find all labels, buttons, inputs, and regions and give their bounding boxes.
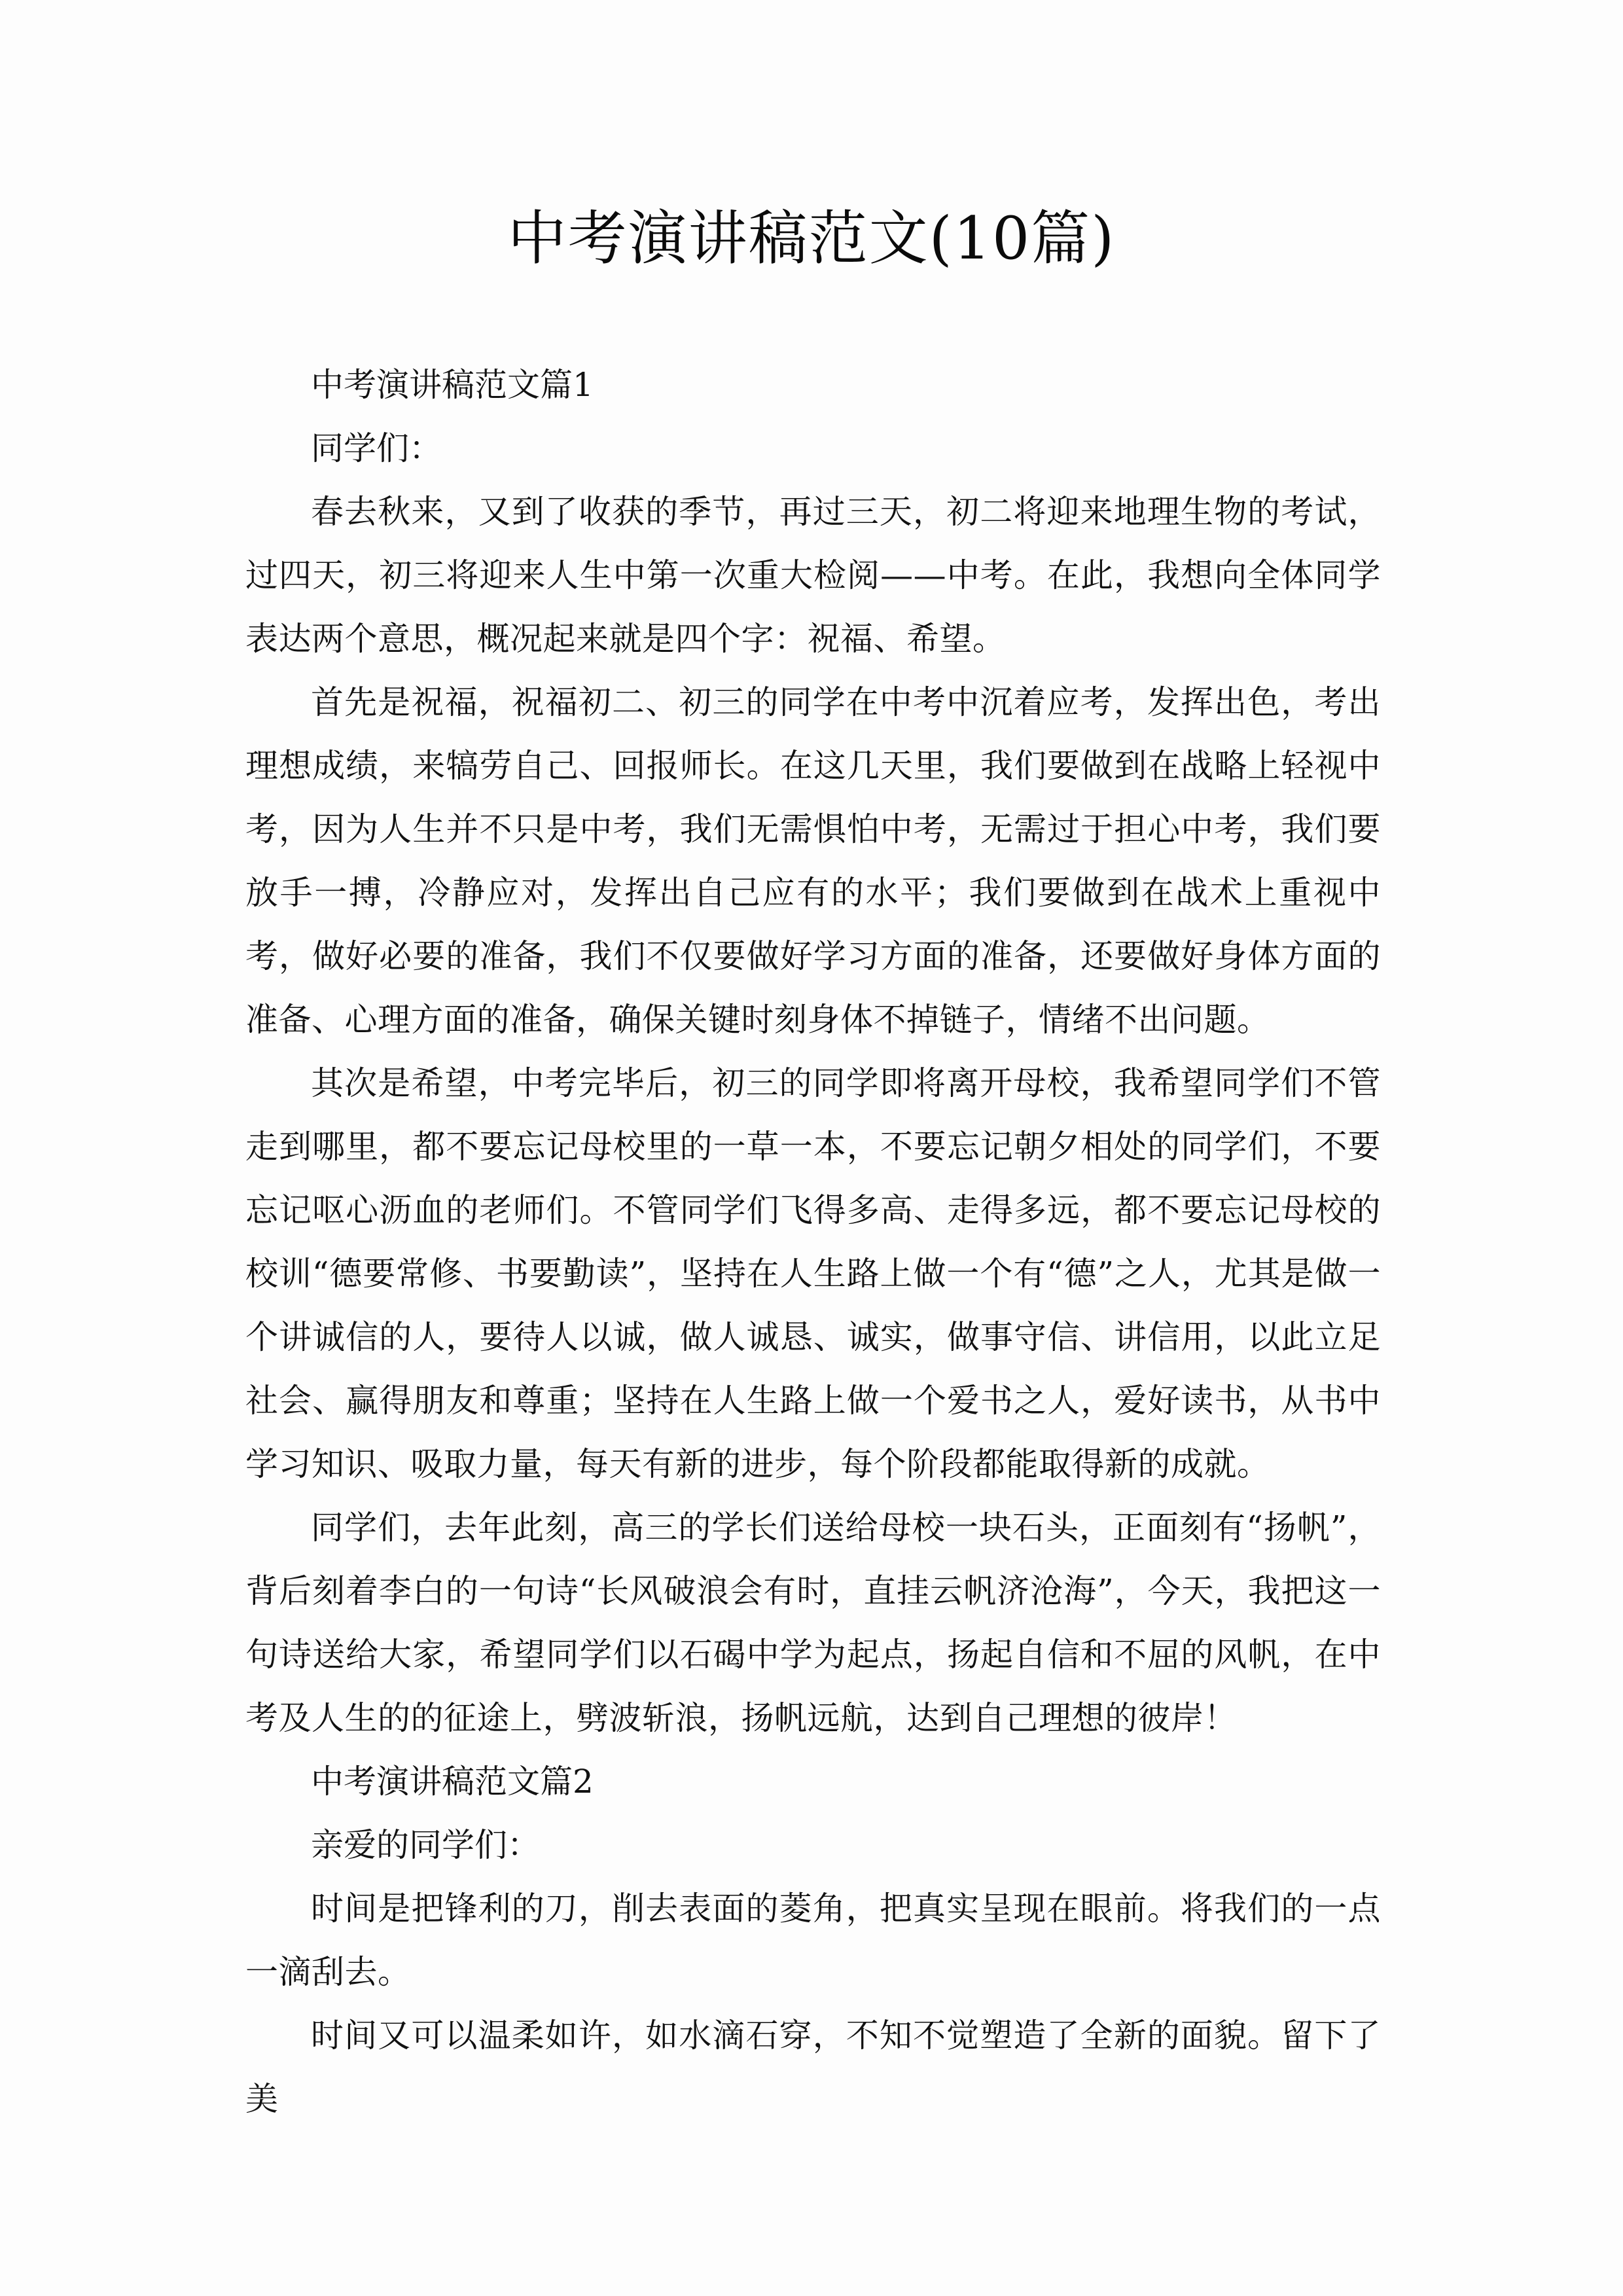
paragraph: 时间是把锋利的刀，削去表面的菱角，把真实呈现在眼前。将我们的一点一滴刮去。: [245, 1890, 1381, 1991]
document-title: 中考演讲稿范文(10篇): [507, 204, 1116, 273]
paragraph: 首先是祝福，祝福初二、初三的同学在中考中沉着应考，发挥出色，考出理想成绩，来犒劳自己、回报师长。在这几天里，我们要做到在战略上轻视中考，因为人生并不只是中考，我们无需惧怕中考，无需过于担心中考，我们要放手一搏，冷静应对，发挥出自己应有的水平；我们要做到在战术上重视中考，做好必要的准备，我们不仅要做好学习方面的准备，还要做好身体方面的准备、心理方面的准备，确保关键时刻身体不掉链子，情绪不出问题。: [245, 683, 1381, 1039]
section-heading: 中考演讲稿范文篇2: [311, 1763, 594, 1801]
paragraph: 时间又可以温柔如许，如水滴石穿，不知不觉塑造了全新的面貌。留下了美: [245, 2017, 1381, 2118]
section-greeting: 同学们：: [311, 429, 442, 467]
document-body: [245, 353, 1381, 2131]
paragraph: 春去秋来，又到了收获的季节，再过三天，初二将迎来地理生物的考试，过四天，初三将迎来人生中第一次重大检阅——中考。在此，我想向全体同学表达两个意思，概况起来就是四个字：祝福、希望。: [245, 493, 1381, 658]
section-greeting: 亲爱的同学们：: [311, 1826, 540, 1864]
paragraph: 其次是希望，中考完毕后，初三的同学即将离开母校，我希望同学们不管走到哪里，都不要忘记母校里的一草一本，不要忘记朝夕相处的同学们，不要忘记呕心沥血的老师们。不管同学们飞得多高、走得多远，都不要忘记母校的校训“德要常修、书要勤读”，坚持在人生路上做一个有“德”之人，尤其是做一个讲诚信的人，要待人以诚，做人诚恳、诚实，做事守信、讲信用，以此立足社会、赢得朋友和尊重；坚持在人生路上做一个爱书之人，爱好读书，从书中学习知识、吸取力量，每天有新的进步，每个阶段都能取得新的成就。: [245, 1064, 1381, 1483]
section-heading: 中考演讲稿范文篇1: [311, 366, 594, 404]
paragraph: 同学们，去年此刻，高三的学长们送给母校一块石头，正面刻有“扬帆”，背后刻着李白的一句诗“长风破浪会有时，直挂云帆济沧海”，今天，我把这一句诗送给大家，希望同学们以石碣中学为起点，扬起自信和不屈的风帆，在中考及人生的的征途上，劈波斩浪，扬帆远航，达到自己理想的彼岸！: [245, 1509, 1381, 1737]
